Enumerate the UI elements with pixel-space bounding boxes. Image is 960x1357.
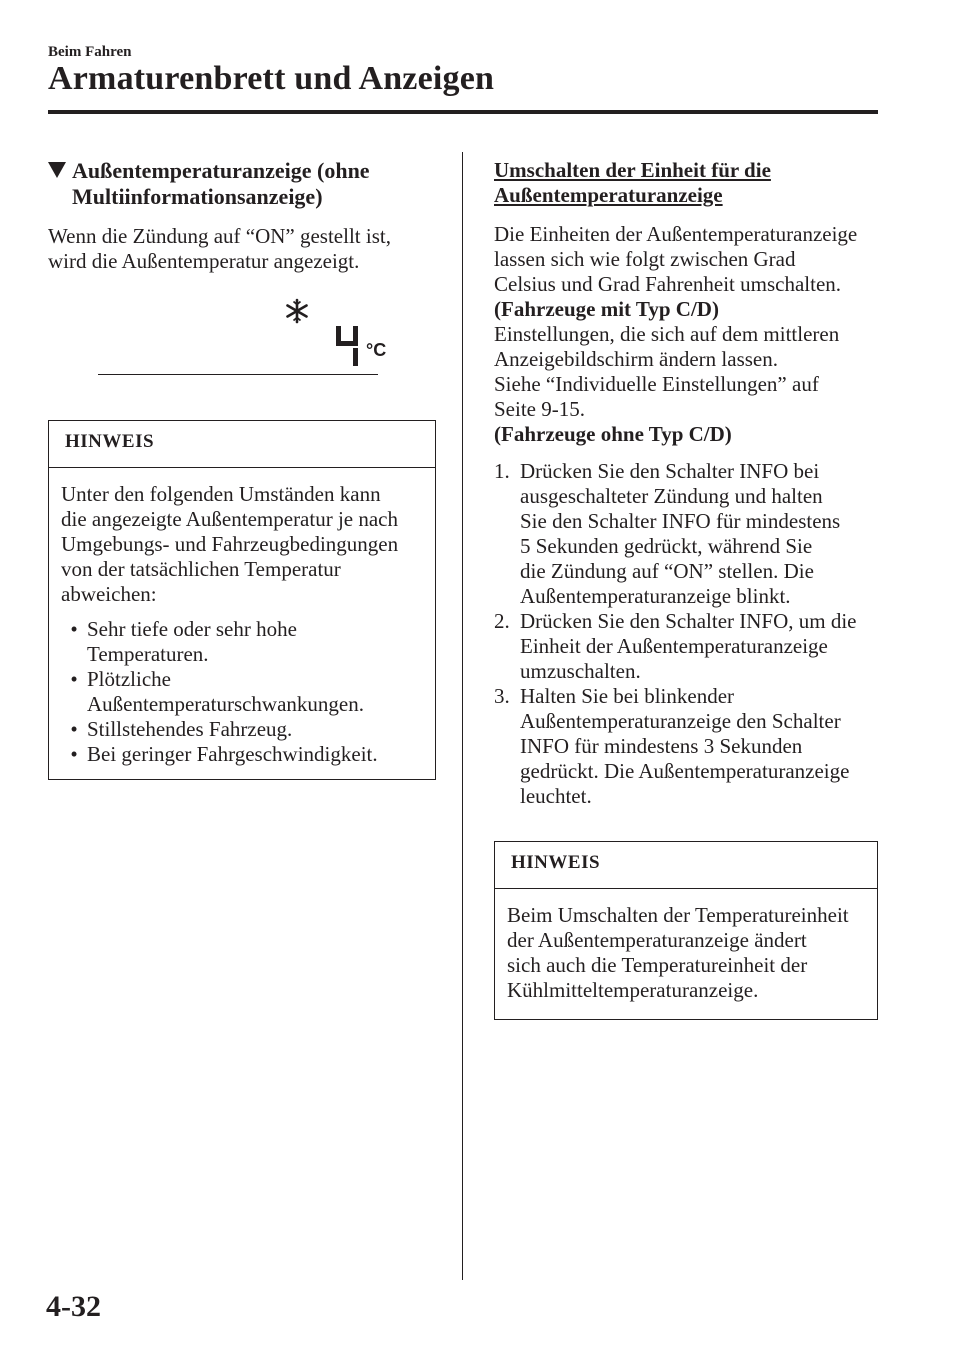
- text-line: Außentemperaturanzeige blinkt.: [520, 584, 791, 608]
- sub-heading: [494, 158, 878, 208]
- text-line: INFO für mindestens 3 Sekunden: [520, 734, 803, 758]
- intro-paragraph: [48, 224, 436, 274]
- column-divider: [462, 152, 463, 1280]
- text-line: sich auch die Temperatureinheit der: [507, 953, 808, 977]
- text-line: gedrückt. Die Außentemperaturanzeige: [520, 759, 850, 783]
- text-line: Kühlmitteltemperaturanzeige.: [507, 978, 759, 1002]
- text-line: Wenn die Zündung auf “ON” gestellt ist,: [48, 224, 391, 248]
- text-line: Plötzliche: [87, 667, 171, 691]
- text-line: der Außentemperaturanzeige ändert: [507, 928, 807, 952]
- no-type-cd-label: (Fahrzeuge ohne Typ C/D): [494, 422, 732, 446]
- figure-rule: [98, 374, 378, 375]
- text-line: Einstellungen, die sich auf dem mittleren: [494, 322, 840, 346]
- text-line: Einheit der Außentemperaturanzeige: [520, 634, 828, 658]
- text-line: Die Einheiten der Außentemperaturanzeige: [494, 222, 858, 246]
- note-body: [495, 889, 877, 1019]
- text-line: Drücken Sie den Schalter INFO bei: [520, 459, 820, 483]
- text-line: umzuschalten.: [520, 659, 641, 683]
- section-heading-line: Multiinformationsanzeige): [72, 184, 323, 209]
- text-line: Anzeigebildschirm ändern lassen.: [494, 347, 778, 371]
- step-number: 2.: [494, 609, 510, 633]
- note-body: [49, 468, 435, 779]
- text-line: Sie den Schalter INFO für mindestens: [520, 509, 841, 533]
- snowflake-icon: [284, 298, 310, 329]
- text-line: die angezeigte Außentemperatur je nach: [61, 507, 399, 531]
- left-column: [48, 158, 436, 780]
- text-line: lassen sich wie folgt zwischen Grad: [494, 247, 796, 271]
- text-line: Sehr tiefe oder sehr hohe: [87, 617, 297, 641]
- right-column: [494, 158, 878, 1020]
- text-line: leuchtet.: [520, 784, 592, 808]
- text-line: wird die Außentemperatur angezeigt.: [48, 249, 360, 273]
- step-number: 1.: [494, 459, 510, 483]
- type-cd-label: (Fahrzeuge mit Typ C/D): [494, 297, 719, 321]
- text-line: 5 Sekunden gedrückt, während Sie: [520, 534, 813, 558]
- note-title: HINWEIS: [49, 421, 435, 468]
- text-line: Stillstehendes Fahrzeug.: [87, 717, 293, 741]
- text-line: die Zündung auf “ON” stellen. Die: [520, 559, 814, 583]
- text-line: Unter den folgenden Umständen kann: [61, 482, 381, 506]
- list-item: [61, 617, 425, 667]
- text-line: Umgebungs- und Fahrzeugbedingungen: [61, 532, 399, 556]
- text-line: Temperaturen.: [87, 642, 209, 666]
- text-line: ausgeschalteter Zündung und halten: [520, 484, 823, 508]
- segment-digit: [334, 326, 360, 371]
- list-item: [61, 717, 425, 742]
- chapter-title: Armaturenbrett und Anzeigen: [48, 60, 495, 97]
- list-item: [61, 742, 425, 767]
- sub-heading-line: Außentemperaturanzeige: [494, 183, 723, 207]
- text-line: Außentemperaturschwankungen.: [87, 692, 364, 716]
- section-heading-line: Außentemperaturanzeige (ohne: [72, 158, 370, 183]
- text-line: von der tatsächlichen Temperatur: [61, 557, 341, 581]
- sub-heading-line: Umschalten der Einheit für die: [494, 158, 771, 182]
- list-item: [61, 667, 425, 717]
- text-line: Halten Sie bei blinkender: [520, 684, 735, 708]
- note-title: HINWEIS: [495, 842, 877, 889]
- unit-switch-paragraph: [494, 222, 878, 447]
- bullet-icon: •: [70, 667, 78, 691]
- bullet-list: [61, 617, 425, 767]
- list-item: [494, 609, 878, 684]
- text-line: Celsius und Grad Fahrenheit umschalten.: [494, 272, 842, 296]
- text-line: Außentemperaturanzeige den Schalter: [520, 709, 841, 733]
- text-line: Beim Umschalten der Temperatureinheit: [507, 903, 849, 927]
- text-line: Seite 9-15.: [494, 397, 585, 421]
- text-line: Siehe “Individuelle Einstellungen” auf: [494, 372, 819, 396]
- temperature-unit: °C: [366, 340, 387, 360]
- temperature-display-figure: [48, 298, 436, 398]
- text-line: Bei geringer Fahrgeschwindigkeit.: [87, 742, 378, 766]
- note-box: [48, 420, 436, 780]
- header-rule: [48, 110, 878, 114]
- bullet-icon: •: [70, 742, 78, 766]
- note-box: [494, 841, 878, 1020]
- text-line: abweichen:: [61, 582, 157, 606]
- step-list: [494, 459, 878, 809]
- section-label: Beim Fahren: [48, 44, 132, 60]
- triangle-down-icon: [48, 158, 72, 210]
- page-number: 4-32: [46, 1290, 101, 1323]
- list-item: [494, 684, 878, 809]
- bullet-icon: •: [70, 617, 78, 641]
- section-heading: [48, 158, 436, 210]
- list-item: [494, 459, 878, 609]
- text-line: Drücken Sie den Schalter INFO, um die: [520, 609, 857, 633]
- step-number: 3.: [494, 684, 510, 708]
- bullet-icon: •: [70, 717, 78, 741]
